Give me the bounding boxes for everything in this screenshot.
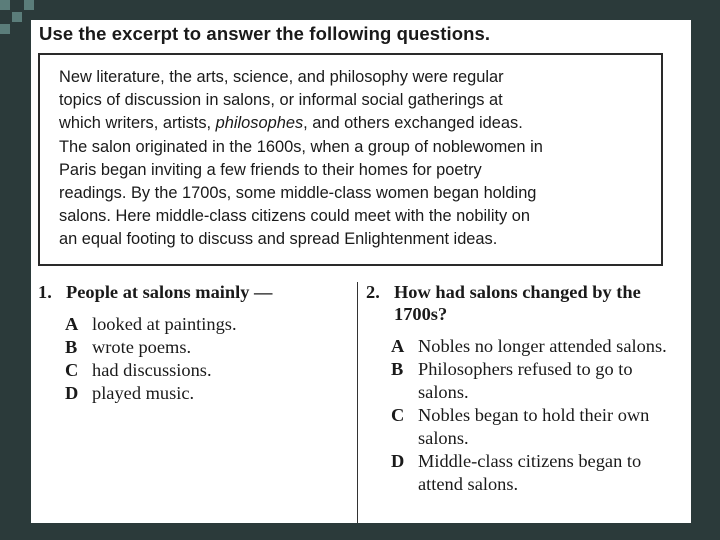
option-text: Philosophers refused to go to salons. [418, 359, 633, 402]
column-divider [357, 282, 358, 523]
option-letter: C [65, 360, 79, 380]
excerpt-italic-term: philosophes [215, 114, 304, 133]
answer-option-c[interactable] [38, 359, 348, 382]
question-1 [38, 281, 348, 405]
excerpt-line: topics of discussion in salons, or informal social gatherings at [59, 91, 503, 110]
corner-decoration [0, 0, 34, 44]
option-letter: C [391, 405, 405, 425]
option-letter: D [65, 383, 79, 403]
option-letter: B [391, 359, 404, 379]
worksheet [31, 20, 691, 523]
option-letter: D [391, 451, 405, 471]
option-letter: B [65, 337, 78, 357]
excerpt-box [38, 53, 663, 266]
answer-options [38, 313, 348, 405]
answer-option-b[interactable] [38, 336, 348, 359]
excerpt-fragment: which writers, artists, [59, 114, 216, 133]
excerpt-line: New literature, the arts, science, and philosophy were regular [59, 68, 504, 86]
excerpt-fragment: , and others exchanged ideas. [303, 114, 523, 133]
question-number: 2. [366, 282, 380, 302]
option-text: Nobles began to hold their own salons. [418, 405, 650, 448]
answer-option-d[interactable] [366, 450, 686, 496]
question-text: How had salons changed by the 1700s? [394, 282, 641, 324]
answer-option-a[interactable] [38, 313, 348, 336]
excerpt-text [59, 66, 659, 252]
answer-option-d[interactable] [38, 382, 348, 405]
excerpt-line: an equal footing to discuss and spread Enlightenment ideas. [59, 230, 498, 249]
excerpt-line: The salon originated in the 1600s, when a group of noblewomen in [59, 137, 543, 156]
excerpt-line: salons. Here middle-class citizens could meet with the nobility on [59, 207, 530, 226]
option-text: Middle-class citizens began to attend salons. [418, 451, 642, 494]
question-stem [38, 281, 348, 303]
option-text: wrote poems. [92, 337, 192, 357]
option-text: played music. [92, 383, 195, 403]
option-text: Nobles no longer attended salons. [418, 336, 667, 356]
question-stem [366, 281, 686, 325]
question-text: People at salons mainly — [66, 282, 273, 302]
answer-option-c[interactable] [366, 404, 686, 450]
excerpt-line: Paris began inviting a few friends to their homes for poetry [59, 160, 482, 179]
excerpt-line [59, 112, 659, 135]
answer-option-b[interactable] [366, 358, 686, 404]
question-number: 1. [38, 282, 52, 302]
excerpt-line: readings. By the 1700s, some middle-class women began holding [59, 184, 537, 203]
option-letter: A [391, 336, 405, 356]
option-text: looked at paintings. [92, 314, 237, 334]
answer-options [366, 335, 686, 496]
answer-option-a[interactable] [366, 335, 686, 358]
option-letter: A [65, 314, 79, 334]
question-2 [366, 281, 686, 496]
option-text: had discussions. [92, 360, 212, 380]
instructions-heading: Use the excerpt to answer the following questions. [39, 23, 491, 44]
